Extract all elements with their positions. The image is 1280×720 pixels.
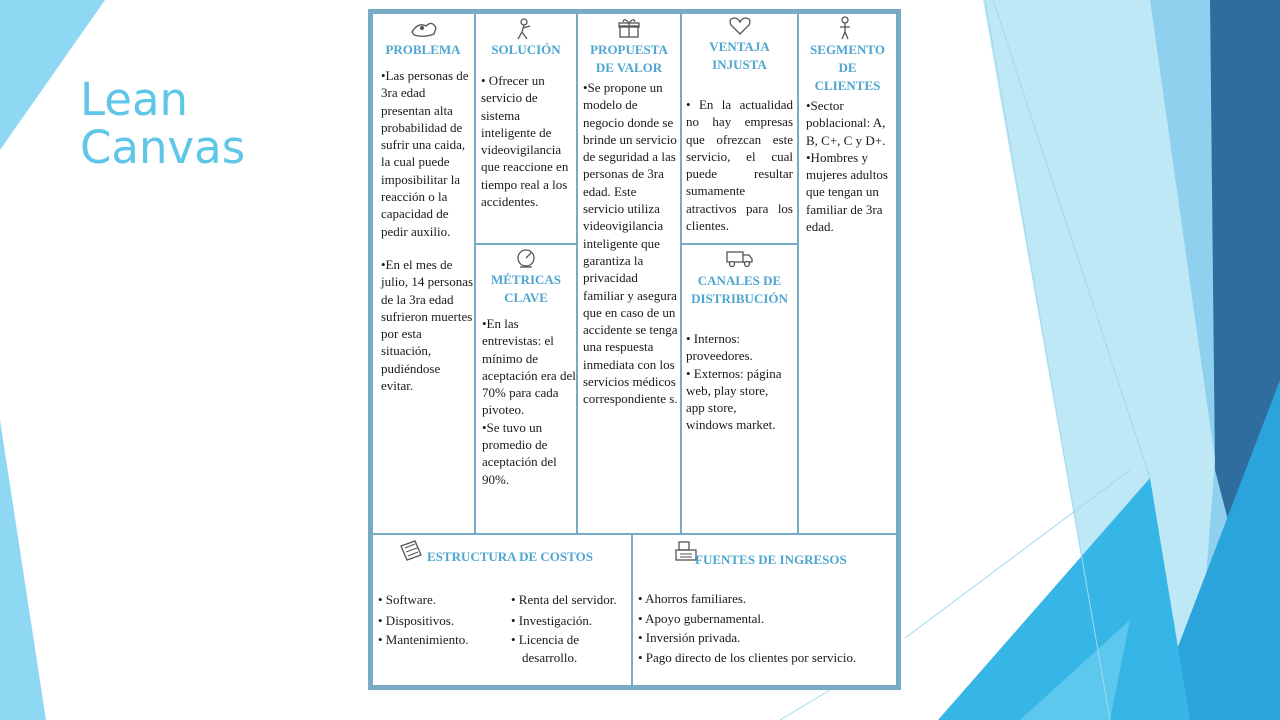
- ingresos-item-3: • Inversión privada.: [638, 630, 741, 645]
- decor-shape-bottom-left: [0, 420, 46, 720]
- costos-column-1: [378, 591, 503, 649]
- segmento-item-2: •Hombres y mujeres adultos que tengan un familiar de 3ra edad.: [806, 149, 888, 235]
- propuesta-item-1: •Se propone un modelo de negocio donde se brinde un servicio de seguridad a las personas de 3ra edad. Este servicio utiliza videovigilancia inteligente que garantiza la privacidad familiar y asegura que en caso de un accidente se tenga una respuesta inmediata con los servicios médicos correspondiente s.: [583, 80, 678, 407]
- ingresos-item-2: • Apoyo gubernamental.: [638, 610, 765, 626]
- costos-item-7: desarrollo.: [522, 650, 578, 665]
- ventaja-item-1: • En la actualidad no hay empresas que ofrezcan este servicio, el cual puede resultar sumamente atractivos para los clientes.: [686, 97, 793, 234]
- document-pen-icon: [397, 538, 425, 562]
- segmento-item-1: •Sector poblacional: A, B, C+, C y D+.: [806, 98, 886, 148]
- segmento-title-line-2: DE: [838, 60, 857, 75]
- slide-title-line-2: Canvas: [80, 121, 246, 174]
- gift-icon: [616, 17, 642, 39]
- segmento-title: [799, 42, 896, 94]
- solucion-section: [474, 12, 578, 245]
- segmento-title-line-3: CLIENTES: [814, 78, 881, 93]
- costos-item-5: • Investigación.: [511, 613, 593, 628]
- segmento-body: [806, 97, 898, 235]
- slide-title-line-1: Lean: [80, 73, 189, 126]
- canales-item-2: • Externos: página web, play store, app store, windows market.: [686, 365, 782, 433]
- ventaja-title: [682, 39, 797, 73]
- canales-item-1: • Internos: proveedores.: [686, 331, 753, 364]
- costos-item-6: • Licencia de: [511, 632, 580, 647]
- propuesta-body: [583, 79, 680, 408]
- decor-line-4: [780, 690, 830, 720]
- canales-title: [682, 273, 797, 307]
- problema-body: [381, 67, 474, 394]
- person-icon: [514, 18, 536, 40]
- gauge-icon: [514, 247, 538, 269]
- truck-icon: [724, 248, 754, 268]
- ingresos-title: FUENTES DE INGRESOS: [695, 552, 847, 567]
- metricas-title-line-2: CLAVE: [504, 290, 548, 305]
- ingresos-section: [631, 533, 898, 687]
- metricas-section: [474, 243, 578, 535]
- ventaja-body: [686, 96, 793, 234]
- costos-section: [371, 533, 633, 687]
- metricas-item-2: •Se tuvo un promedio de aceptación del 90%.: [482, 419, 557, 487]
- segmento-title-line-1: SEGMENTO: [810, 42, 885, 57]
- metricas-body: [482, 315, 576, 488]
- canales-title-line-2: DISTRIBUCIÓN: [691, 291, 788, 306]
- problema-item-1: •Las personas de 3ra edad presentan alta probabilidad de sufrir una caida, la cual puede imposibilitar la reacción o la capacidad de pedir auxilio.: [381, 68, 469, 239]
- puzzle-icon: [408, 18, 440, 38]
- heart-icon: [728, 16, 752, 36]
- figure-icon: [835, 16, 855, 40]
- segmento-section: [797, 12, 898, 535]
- problema-title: PROBLEMA: [385, 42, 461, 57]
- metricas-title: [476, 272, 576, 306]
- costos-list: [378, 591, 628, 671]
- costos-item-3: • Mantenimiento.: [378, 632, 469, 647]
- slide-title: [80, 73, 340, 174]
- ingresos-item-1: • Ahorros familiares.: [638, 591, 747, 606]
- costos-column-2: [511, 591, 633, 667]
- ventaja-title-line-1: VENTAJA: [709, 39, 770, 54]
- lean-canvas-image: [368, 9, 901, 690]
- ingresos-body: [638, 589, 896, 667]
- propuesta-title-line-1: PROPUESTA: [590, 42, 668, 57]
- propuesta-section: [576, 12, 682, 535]
- ingresos-item-4: • Pago directo de los clientes por servicio.: [638, 649, 857, 665]
- metricas-item-1: •En las entrevistas: el mínimo de aceptación era del 70% para cada pivoteo.: [482, 316, 576, 418]
- canales-title-line-1: CANALES DE: [697, 273, 782, 288]
- problema-section: [371, 12, 476, 535]
- solucion-body: [481, 72, 575, 210]
- solucion-item-1: • Ofrecer un servicio de sistema inteligente de videovigilancia que reaccione en tiempo real a los accidentes.: [481, 73, 569, 210]
- propuesta-title-line-2: DE VALOR: [595, 60, 663, 75]
- solucion-title: SOLUCIÓN: [491, 42, 561, 57]
- costos-title: ESTRUCTURA DE COSTOS: [427, 549, 593, 564]
- canales-body: [686, 330, 782, 434]
- ventaja-section: [680, 12, 799, 245]
- metricas-title-line-1: MÉTRICAS: [490, 272, 562, 287]
- costos-item-1: • Software.: [378, 592, 436, 607]
- canales-section: [680, 243, 799, 535]
- costos-item-2: • Dispositivos.: [378, 613, 455, 628]
- propuesta-title: [578, 42, 680, 76]
- ventaja-title-line-2: INJUSTA: [712, 57, 767, 72]
- problema-item-2: •En el mes de julio, 14 personas de la 3ra edad sufrieron muertes por esta situación, pudiéndose evitar.: [381, 256, 474, 394]
- costos-item-4: • Renta del servidor.: [511, 592, 617, 607]
